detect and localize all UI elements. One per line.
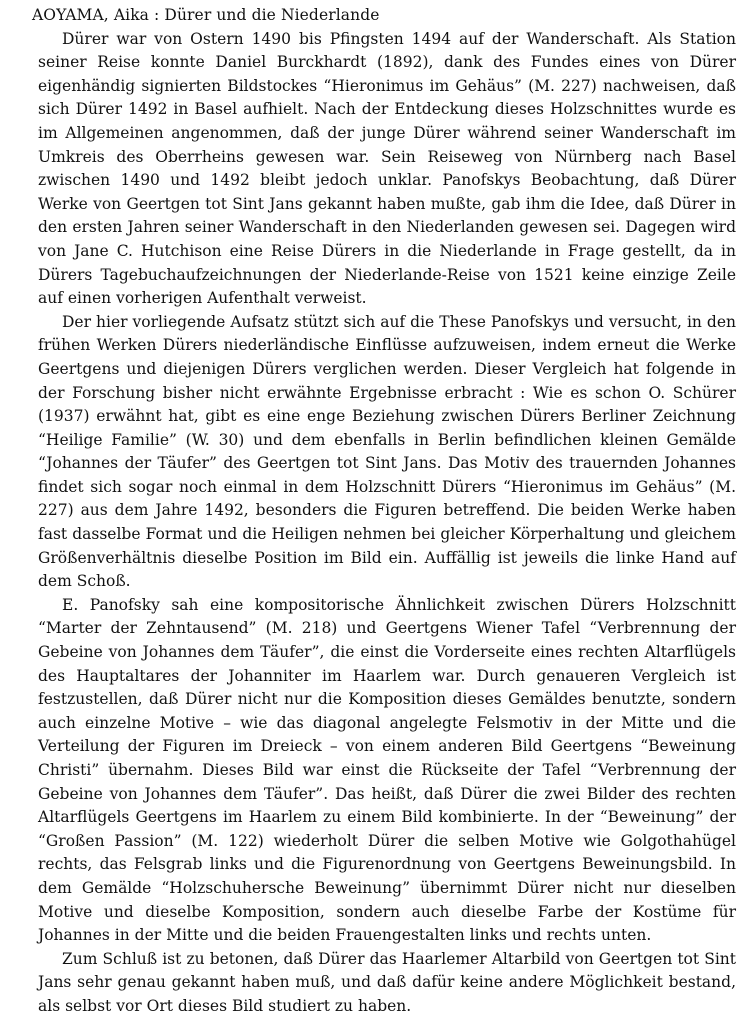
paragraph-1: Dürer war von Ostern 1490 bis Pfingsten 1494 auf der Wanderschaft. Als Station seiner Reise konnte Daniel Burckhardt (1892), dank des Fundes eines von Dürer eigenhändig signierten Bildstockes “Hieronimus im Gehäus” (M. 227) nachweisen, daß sich Dürer 1492 in Basel aufhielt. Nach der Entdeckung dieses Holzschnittes wurde es im Allgemeinen angenommen, daß der junge Dürer während seiner Wanderschaft im Umkreis des Oberrheins gewesen war. Sein Reiseweg von Nürnberg nach Basel zwischen 1490 und 1492 bleibt jedoch unklar. Panofskys Beobachtung, daß Dürer Werke von Geertgen tot Sint Jans gekannt haben mußte, gab ihm die Idee, daß Dürer in den ersten Jahren seiner Wanderschaft in den Niederlanden gewesen sei. Dagegen wird von Jane C. Hutchison eine Reise Dürers in die Niederlande in Frage gestellt, da in Dürers Tagebuchaufzeichnungen der Niederlande-Reise von 1521 keine einzige Zeile auf einen vorherigen Aufenthalt verweist. — [38, 29, 736, 308]
paragraph-4: Zum Schluß ist zu betonen, daß Dürer das Haarlemer Altarbild von Geertgen tot Sint Jans sehr genau gekannt haben muß, und daß dafür keine andere Möglichkeit bestand, als selbst vor Ort dieses Bild studiert zu haben. — [38, 949, 736, 1015]
paragraph-2: Der hier vorliegende Aufsatz stützt sich auf die These Panofskys und versucht, in den frühen Werken Dürers niederländische Einflüsse aufzuweisen, indem erneut die Werke Geertgens und diejenigen Dürers verglichen werden. Dieser Vergleich hat folgende in der Forschung bisher nicht erwähnte Ergebnisse erbracht : Wie es schon O. Schürer (1937) erwähnt hat, gibt es eine enge Beziehung zwischen Dürers Berliner Zeichnung “Heilige Familie” (W. 30) und dem ebenfalls in Berlin befindlichen kleinen Gemälde “Johannes der Täufer” des Geertgen tot Sint Jans. Das Motiv des trauernden Johannes findet sich sogar noch einmal in dem Holzschnitt Dürers “Hieronimus im Gehäus” (M. 227) aus dem Jahre 1492, besonders die Figuren betreffend. Die beiden Werke haben fast dasselbe Format und die Heiligen nehmen bei gleicher Körperhaltung und gleichem Größenverhältnis dieselbe Position im Bild ein. Auffällig ist jeweils die linke Hand auf dem Schoß. — [38, 312, 736, 591]
heading-separator: : — [149, 6, 165, 24]
article-title: Dürer und die Niederlande — [164, 6, 380, 24]
article-heading — [32, 4, 736, 28]
author-name: AOYAMA, Aika — [32, 6, 150, 24]
paragraph-3: E. Panofsky sah eine kompositorische Ähnlichkeit zwischen Dürers Holzschnitt “Marter der Zehntausend” (M. 218) und Geertgens Wiener Tafel “Verbrennung der Gebeine von Johannes dem Täufer”, die einst die Vorderseite eines rechten Altarflügels des Hauptaltares der Johanniter im Haarlem war. Durch genaueren Vergleich ist festzustellen, daß Dürer nicht nur die Komposition dieses Gemäldes benutzte, sondern auch einzelne Motive – wie das diagonal angelegte Felsmotiv in der Mitte und die Verteilung der Figuren im Dreieck – von einem anderen Bild Geertgens “Beweinung Christi” übernahm. Dieses Bild war einst die Rückseite der Tafel “Verbrennung der Gebeine von Johannes dem Täufer”. Das heißt, daß Dürer die zwei Bilder des rechten Altarflügels Geertgens im Haarlem zu einem Bild kombinierte. In der “Beweinung” der “Großen Passion” (M. 122) wiederholt Dürer die selben Motive wie Golgothahügel rechts, das Felsgrab links und die Figurenordnung von Geertgens Beweinungsbild. In dem Gemälde “Holzschuhersche Beweinung” übernimmt Dürer nicht nur dieselben Motive und dieselbe Komposition, sondern auch dieselbe Farbe der Kostüme für Johannes in der Mitte und die beiden Frauengestalten links und rechts unten. — [38, 595, 736, 945]
